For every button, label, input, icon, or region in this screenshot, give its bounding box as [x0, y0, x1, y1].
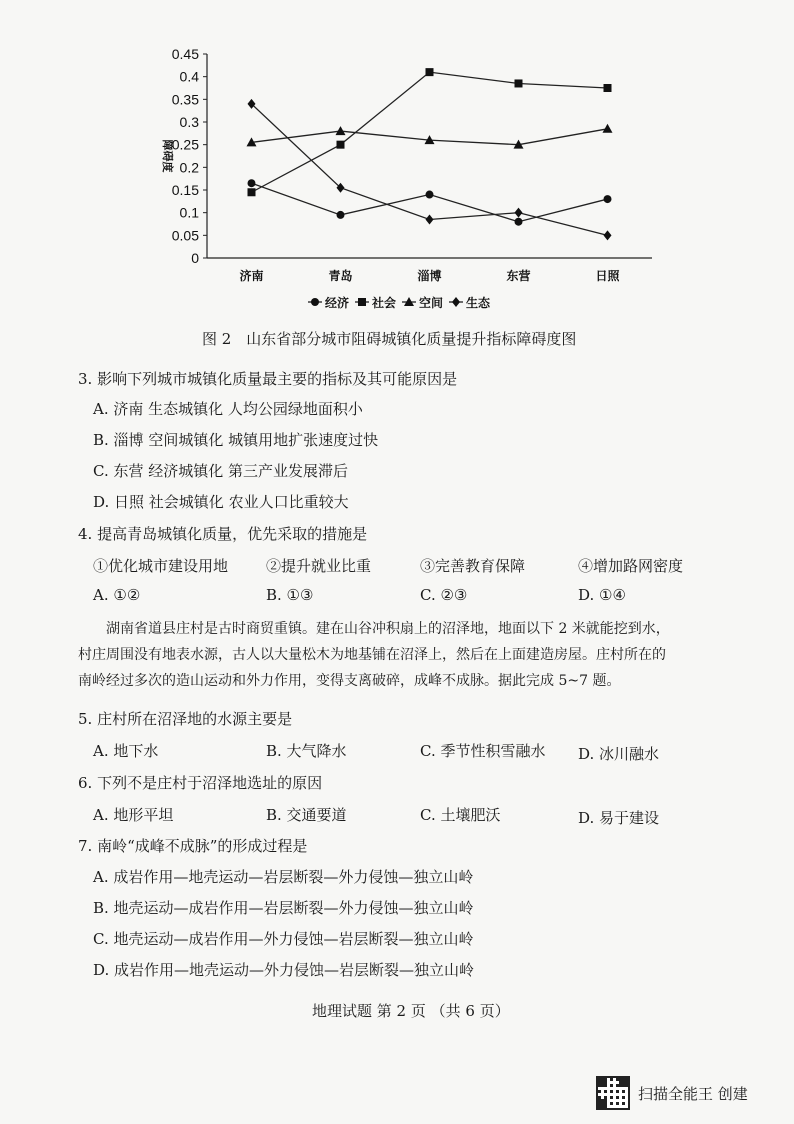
q4-option-a: A. ①② [93, 586, 141, 604]
q7-option-d: D. 成岩作用—地壳运动—外力侵蚀—岩层断裂—独立山岭 [93, 961, 475, 979]
q4-stem: 4. 提高青岛城镇化质量，优先采取的措施是 [78, 525, 368, 543]
q5-stem: 5. 庄村所在沼泽地的水源主要是 [78, 710, 293, 728]
y-tick-label: 0.05 [171, 227, 199, 244]
x-tick-label: 青岛 [328, 269, 353, 283]
series-line-1 [252, 72, 608, 192]
page-footer: 地理试题 第 2 页 （共 6 页） [312, 1002, 510, 1020]
data-point-3-4 [604, 230, 612, 240]
legend-marker [358, 298, 366, 306]
q7-stem: 7. 南岭“成峰不成脉”的形成过程是 [78, 837, 308, 855]
data-point-3-2 [426, 214, 434, 224]
passage-line: 南岭经过多次的造山运动和外力作用，变得支离破碎，成峰不成脉。据此完成 5~7 题。 [78, 673, 621, 689]
y-tick-label: 0.3 [179, 114, 199, 130]
x-tick-label: 淄博 [417, 269, 442, 283]
q3-option-a: A. 济南 生态城镇化 人均公园绿地面积小 [93, 400, 363, 418]
data-point-1-2 [426, 68, 434, 76]
data-point-1-0 [248, 188, 256, 196]
y-tick-label: 0.4 [179, 68, 199, 85]
data-point-0-2 [426, 191, 434, 199]
q4-measure-2: ②提升就业比重 [266, 557, 372, 575]
y-tick-label: 0.2 [179, 159, 199, 176]
data-point-3-3 [515, 208, 523, 218]
data-point-0-4 [604, 195, 612, 203]
legend-label: 经济 [325, 296, 350, 310]
q5-option-b: B. 大气降水 [266, 742, 347, 760]
legend-label: 生态 [466, 296, 491, 310]
reading-passage [78, 616, 728, 694]
q5-option-d: D. 冰川融水 [578, 745, 660, 763]
figure-caption: 图 2 山东省部分城市阻碍城镇化质量提升指标障碍度图 [202, 330, 577, 348]
y-axis-label: 障碍度 [161, 139, 174, 173]
qr-code-icon [596, 1076, 630, 1110]
data-point-1-3 [515, 79, 523, 87]
data-point-2-1 [336, 126, 346, 135]
q3-option-c: C. 东营 经济城镇化 第三产业发展滞后 [93, 462, 349, 480]
q5-option-a: A. 地下水 [93, 742, 159, 760]
data-point-1-4 [604, 84, 612, 92]
q7-option-a: A. 成岩作用—地壳运动—岩层断裂—外力侵蚀—独立山岭 [93, 868, 474, 886]
q7-option-b: B. 地壳运动—成岩作用—岩层断裂—外力侵蚀—独立山岭 [93, 899, 474, 917]
obstacle-degree-chart [140, 40, 660, 320]
q3-option-b: B. 淄博 空间城镇化 城镇用地扩张速度过快 [93, 431, 379, 449]
q6-option-d: D. 易于建设 [578, 809, 660, 827]
data-point-1-1 [337, 141, 345, 149]
data-point-0-0 [248, 179, 256, 187]
q6-stem: 6. 下列不是庄村于沼泽地选址的原因 [78, 774, 323, 792]
q4-measure-1: ①优化城市建设用地 [93, 557, 229, 575]
q6-option-a: A. 地形平坦 [93, 806, 174, 824]
q4-option-c: C. ②③ [420, 586, 468, 604]
x-tick-label: 济南 [239, 269, 264, 283]
passage-line: 村庄周围没有地表水源，古人以大量松木为地基铺在沼泽上，然后在上面建造房屋。庄村所在的 [78, 647, 666, 663]
q3-stem: 3. 影响下列城市城镇化质量最主要的指标及其可能原因是 [78, 370, 458, 388]
legend-label: 空间 [419, 296, 444, 310]
chart-svg [140, 40, 660, 320]
y-tick-label: 0.35 [171, 91, 199, 108]
y-tick-label: 0.45 [171, 46, 199, 62]
legend-marker [452, 297, 460, 307]
passage-line: 湖南省道县庄村是古时商贸重镇。建在山谷冲积扇上的沼泽地，地面以下 2 米就能挖到水， [106, 621, 670, 637]
q4-option-d: D. ①④ [578, 586, 626, 604]
data-point-0-3 [515, 218, 523, 226]
y-tick-label: 0.25 [171, 136, 199, 153]
y-tick-label: 0 [191, 250, 199, 266]
legend-label: 社会 [372, 296, 397, 310]
data-point-0-1 [337, 211, 345, 219]
legend-marker [311, 298, 319, 306]
scanner-label: 扫描全能王 创建 [638, 1084, 748, 1103]
q7-option-c: C. 地壳运动—成岩作用—外力侵蚀—岩层断裂—独立山岭 [93, 930, 474, 948]
q3-option-d: D. 日照 社会城镇化 农业人口比重较大 [93, 493, 349, 511]
q6-option-b: B. 交通要道 [266, 806, 347, 824]
y-tick-label: 0.1 [179, 204, 199, 221]
scanner-watermark [596, 1076, 748, 1110]
x-tick-label: 东营 [506, 269, 531, 283]
q4-measure-3: ③完善教育保障 [420, 557, 526, 575]
data-point-2-4 [603, 124, 613, 133]
q4-measure-4: ④增加路网密度 [578, 557, 684, 575]
q6-option-c: C. 土壤肥沃 [420, 806, 501, 824]
q5-option-c: C. 季节性积雪融水 [420, 742, 546, 760]
q4-option-b: B. ①③ [266, 586, 314, 604]
y-tick-label: 0.15 [171, 182, 199, 198]
x-tick-label: 日照 [595, 269, 620, 283]
